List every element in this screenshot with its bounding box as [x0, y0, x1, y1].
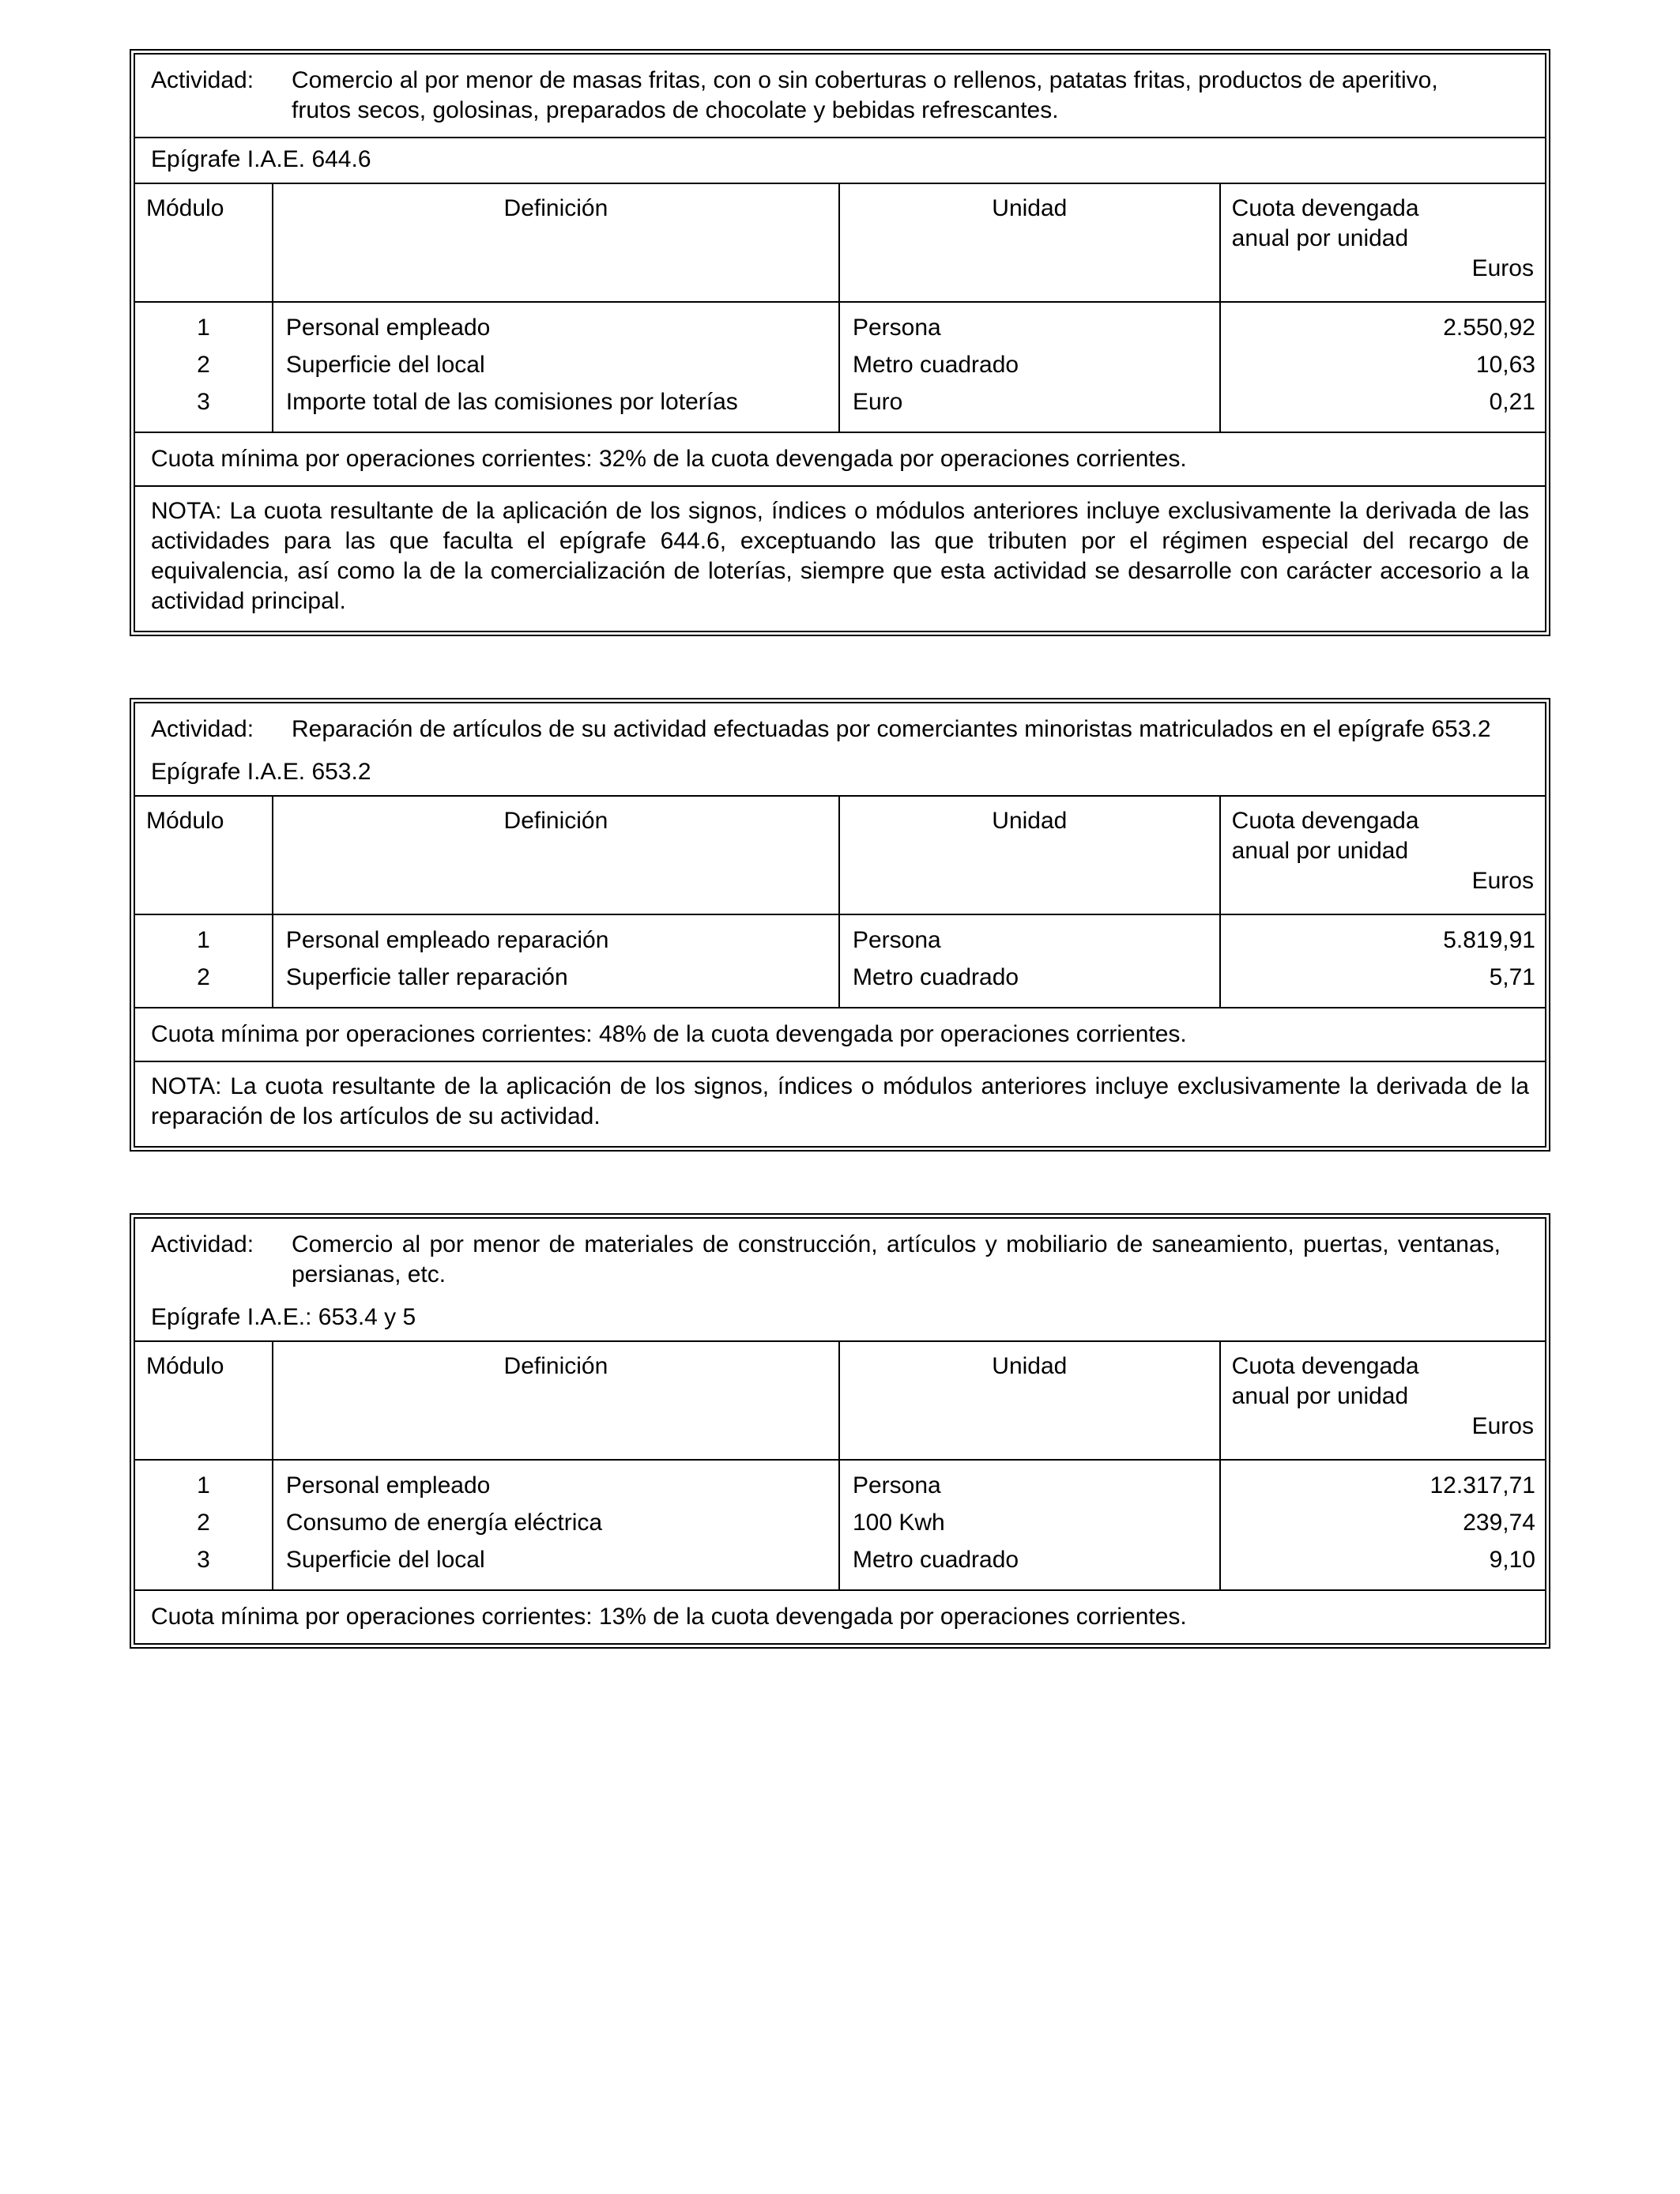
- modulo-value: 1: [197, 1472, 210, 1498]
- actividad-row: [135, 1219, 1545, 1296]
- definicion-value: Superficie del local: [285, 352, 485, 378]
- table-header-unidad: Unidad: [840, 1342, 1221, 1459]
- modulo-value: 2: [197, 964, 210, 990]
- definicion-column: [273, 1461, 840, 1589]
- modulo-column: [135, 303, 273, 432]
- unidad-value: Persona: [852, 1472, 941, 1498]
- table-header-unidad: Unidad: [840, 184, 1221, 301]
- unidad-value: Euro: [852, 389, 903, 415]
- cuota-header-euros: Euros: [1471, 868, 1534, 894]
- modulo-column: [135, 1461, 273, 1589]
- cuota-value: 2.550,92: [1443, 315, 1535, 341]
- unidad-value: Metro cuadrado: [852, 964, 1019, 990]
- cuota-column: [1221, 1461, 1545, 1589]
- modulo-value: 2: [197, 352, 210, 378]
- activity-block-644-6: [130, 49, 1550, 636]
- table-header-definicion: Definición: [273, 797, 840, 914]
- cuota-minima-text: Cuota mínima por operaciones corrientes: 48% de la cuota devengada por operaciones corrientes.: [151, 1021, 1187, 1047]
- cuota-value: 0,21: [1489, 389, 1535, 415]
- table-data-area: [135, 915, 1545, 1008]
- cuota-minima-text: Cuota mínima por operaciones corrientes: 32% de la cuota devengada por operaciones corrientes.: [151, 446, 1187, 472]
- cuota-value: 5.819,91: [1443, 927, 1535, 953]
- cuota-header-line1: Cuota devengada: [1231, 808, 1419, 834]
- unidad-value: Metro cuadrado: [852, 1547, 1019, 1573]
- unidad-column: [840, 1461, 1221, 1589]
- cuota-minima-text: Cuota mínima por operaciones corrientes: 13% de la cuota devengada por operaciones corrientes.: [151, 1604, 1187, 1630]
- actividad-label: Actividad:: [151, 1231, 254, 1257]
- epigrafe-text: Epígrafe I.A.E. 644.6: [151, 146, 371, 172]
- modulo-value: 3: [197, 389, 210, 415]
- definicion-column: [273, 303, 840, 432]
- table-header-row: [135, 1340, 1545, 1461]
- epigrafe-text: Epígrafe I.A.E.: 653.4 y 5: [151, 1304, 416, 1330]
- epigrafe-text: Epígrafe I.A.E. 653.2: [151, 759, 371, 785]
- table-header-modulo: Módulo: [135, 797, 273, 914]
- activity-block-653-4-5: [130, 1213, 1550, 1649]
- unidad-value: Persona: [852, 927, 941, 953]
- table-header-definicion: Definición: [273, 1342, 840, 1459]
- actividad-text: Comercio al por menor de masas fritas, con o sin coberturas o rellenos, patatas fritas, productos de aperitivo, frutos secos, golosinas, preparados de chocolate y bebidas refrescantes.: [292, 67, 1438, 123]
- table-header-modulo: Módulo: [135, 184, 273, 301]
- activity-block-653-2: [130, 698, 1550, 1152]
- cuota-value: 5,71: [1489, 964, 1535, 990]
- cuota-value: 9,10: [1489, 1547, 1535, 1573]
- cuota-value: 12.317,71: [1430, 1472, 1535, 1498]
- modulo-value: 1: [197, 315, 210, 341]
- definicion-value: Superficie taller reparación: [285, 964, 568, 990]
- cuota-header-line1: Cuota devengada: [1231, 1353, 1419, 1379]
- table-header-cuota: [1221, 1342, 1545, 1459]
- actividad-text: Reparación de artículos de su actividad efectuadas por comerciantes minoristas matriculados en el epígrafe 653.2: [292, 716, 1491, 742]
- table-data-area: [135, 1461, 1545, 1591]
- unidad-value: Persona: [852, 315, 941, 341]
- modulo-column: [135, 915, 273, 1007]
- cuota-header-euros: Euros: [1471, 1413, 1534, 1439]
- table-header-cuota: [1221, 797, 1545, 914]
- actividad-row: [135, 55, 1545, 138]
- table-header-row: [135, 795, 1545, 915]
- modulo-value: 2: [197, 1510, 210, 1536]
- definicion-value: Consumo de energía eléctrica: [285, 1510, 603, 1536]
- cuota-value: 239,74: [1463, 1510, 1535, 1536]
- actividad-label: Actividad:: [151, 67, 254, 93]
- definicion-value: Importe total de las comisiones por loterías: [285, 389, 738, 415]
- table-header-modulo: Módulo: [135, 1342, 273, 1459]
- modulo-value: 1: [197, 927, 210, 953]
- actividad-text: Comercio al por menor de materiales de construcción, artículos y mobiliario de saneamiento, puertas, ventanas, persianas, etc.: [292, 1231, 1501, 1287]
- cuota-header-line2: anual por unidad: [1231, 838, 1409, 864]
- definicion-value: Superficie del local: [285, 1547, 485, 1573]
- definicion-value: Personal empleado: [285, 315, 491, 341]
- table-header-definicion: Definición: [273, 184, 840, 301]
- unidad-value: Metro cuadrado: [852, 352, 1019, 378]
- cuota-column: [1221, 915, 1545, 1007]
- table-header-cuota: [1221, 184, 1545, 301]
- unidad-column: [840, 915, 1221, 1007]
- cuota-header-euros: Euros: [1471, 255, 1534, 281]
- table-header-row: [135, 183, 1545, 303]
- cuota-value: 10,63: [1475, 352, 1535, 378]
- definicion-value: Personal empleado reparación: [285, 927, 609, 953]
- nota-text: NOTA: La cuota resultante de la aplicación de los signos, índices o módulos anteriores incluye exclusivamente la derivada de las actividades para las que faculta el epígrafe 644.6, exceptuando las que tributen por el régimen especial del recargo de equivalencia, así como la de la comercialización de loterías, siempre que esta actividad se desarrolle con carácter accesorio a la actividad principal.: [135, 485, 1545, 631]
- table-header-unidad: Unidad: [840, 797, 1221, 914]
- actividad-label: Actividad:: [151, 716, 254, 742]
- actividad-row: [135, 703, 1545, 751]
- unidad-column: [840, 303, 1221, 432]
- cuota-header-line2: anual por unidad: [1231, 1383, 1409, 1409]
- nota-text: NOTA: La cuota resultante de la aplicación de los signos, índices o módulos anteriores incluye exclusivamente la derivada de la reparación de los artículos de su actividad.: [135, 1061, 1545, 1146]
- modulo-value: 3: [197, 1547, 210, 1573]
- cuota-column: [1221, 303, 1545, 432]
- unidad-value: 100 Kwh: [852, 1510, 945, 1536]
- definicion-value: Personal empleado: [285, 1472, 491, 1498]
- cuota-header-line1: Cuota devengada: [1231, 195, 1419, 221]
- table-data-area: [135, 303, 1545, 433]
- definicion-column: [273, 915, 840, 1007]
- cuota-header-line2: anual por unidad: [1231, 225, 1409, 251]
